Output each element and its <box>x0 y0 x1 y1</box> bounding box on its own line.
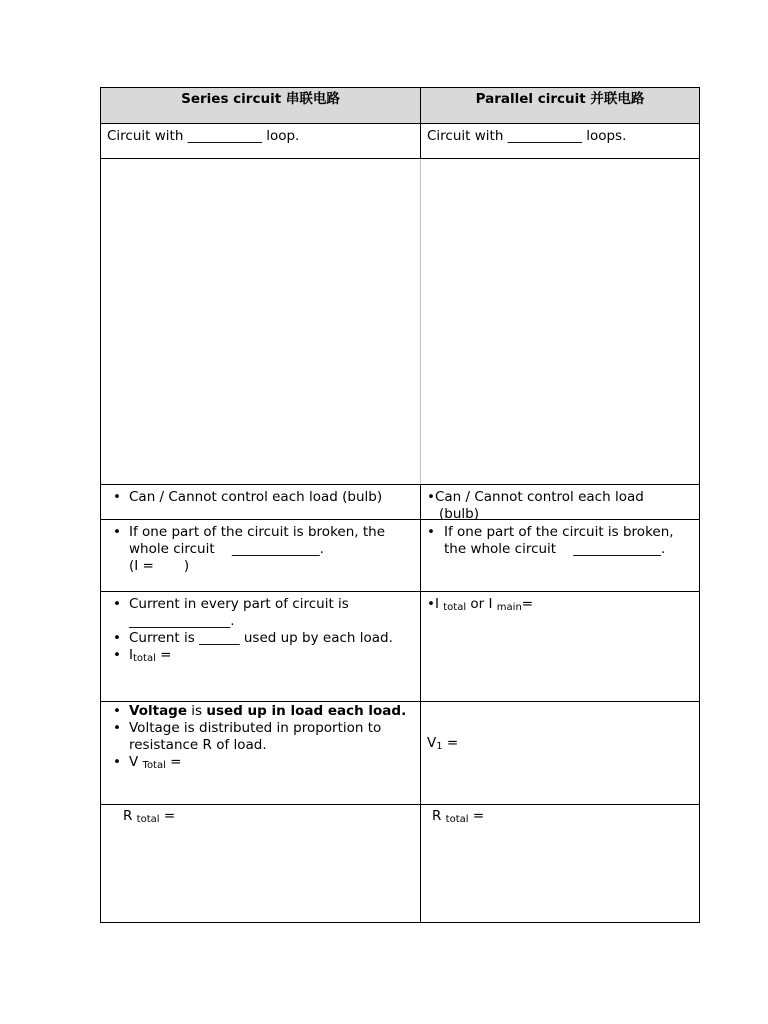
list-item: • If one part of the circuit is broken, the whole circuit _____________. <box>427 524 674 557</box>
series-header: Series circuit 串联电路 <box>101 88 421 123</box>
list-item: • If one part of the circuit is broken, the whole circuit _____________. (I = ) <box>113 524 385 574</box>
bullet-icon: • <box>427 524 435 540</box>
bullet-icon: • <box>113 754 121 770</box>
bullet-icon: • <box>113 630 121 646</box>
control-row <box>101 485 699 520</box>
list-item: • Voltage is distributed in proportion to resistance R of load. <box>113 720 382 753</box>
resistance-row <box>101 805 699 922</box>
series-resistance-cell: R $_{total}$ = <box>101 805 421 922</box>
bullet-icon: • <box>113 489 121 505</box>
list-item: • Voltage is used up in load each load. <box>113 703 407 719</box>
parallel-drawing-area <box>421 159 699 484</box>
loops-row <box>101 124 699 159</box>
comparison-table <box>100 87 700 923</box>
parallel-broken-cell <box>421 520 699 591</box>
series-loops-cell: Circuit with ___________ loop. <box>101 124 421 158</box>
parallel-voltage-cell: $V_1$ = <box>427 735 459 752</box>
bullet-icon: • <box>113 703 121 719</box>
list-item: • Can / Cannot control each load (bulb) <box>113 489 383 505</box>
series-drawing-area <box>101 159 421 484</box>
series-broken-cell <box>101 520 421 591</box>
list-item: • V $_{Total}$ = <box>113 754 182 771</box>
header-row <box>101 88 699 124</box>
parallel-control-cell: •Can / Cannot control each load (bulb) <box>427 489 644 522</box>
bullet-icon: • <box>427 489 435 505</box>
parallel-loops-cell: Circuit with ___________ loops. <box>427 128 627 144</box>
series-current-cell <box>101 592 421 701</box>
list-item: • Current is ______ used up by each load. <box>113 630 393 646</box>
bullet-icon: • <box>113 524 121 540</box>
voltage-row <box>101 702 699 805</box>
series-control-cell <box>101 485 421 519</box>
parallel-resistance-cell: R $_{total}$ = <box>432 808 485 825</box>
drawing-row <box>101 159 699 485</box>
bullet-icon: • <box>113 596 121 612</box>
parallel-header: Parallel circuit 并联电路 <box>421 88 699 123</box>
current-row <box>101 592 699 702</box>
broken-row <box>101 520 699 592</box>
list-item: • $I_{total}$ = <box>113 647 172 664</box>
parallel-current-cell: •I $_{total}$ or I $_{main}$= <box>427 596 534 613</box>
bullet-icon: • <box>113 647 121 663</box>
series-voltage-cell <box>101 702 421 804</box>
list-item: • Current in every part of circuit is _______________. <box>113 596 349 629</box>
bullet-icon: • <box>427 596 435 612</box>
bullet-icon: • <box>113 720 121 736</box>
